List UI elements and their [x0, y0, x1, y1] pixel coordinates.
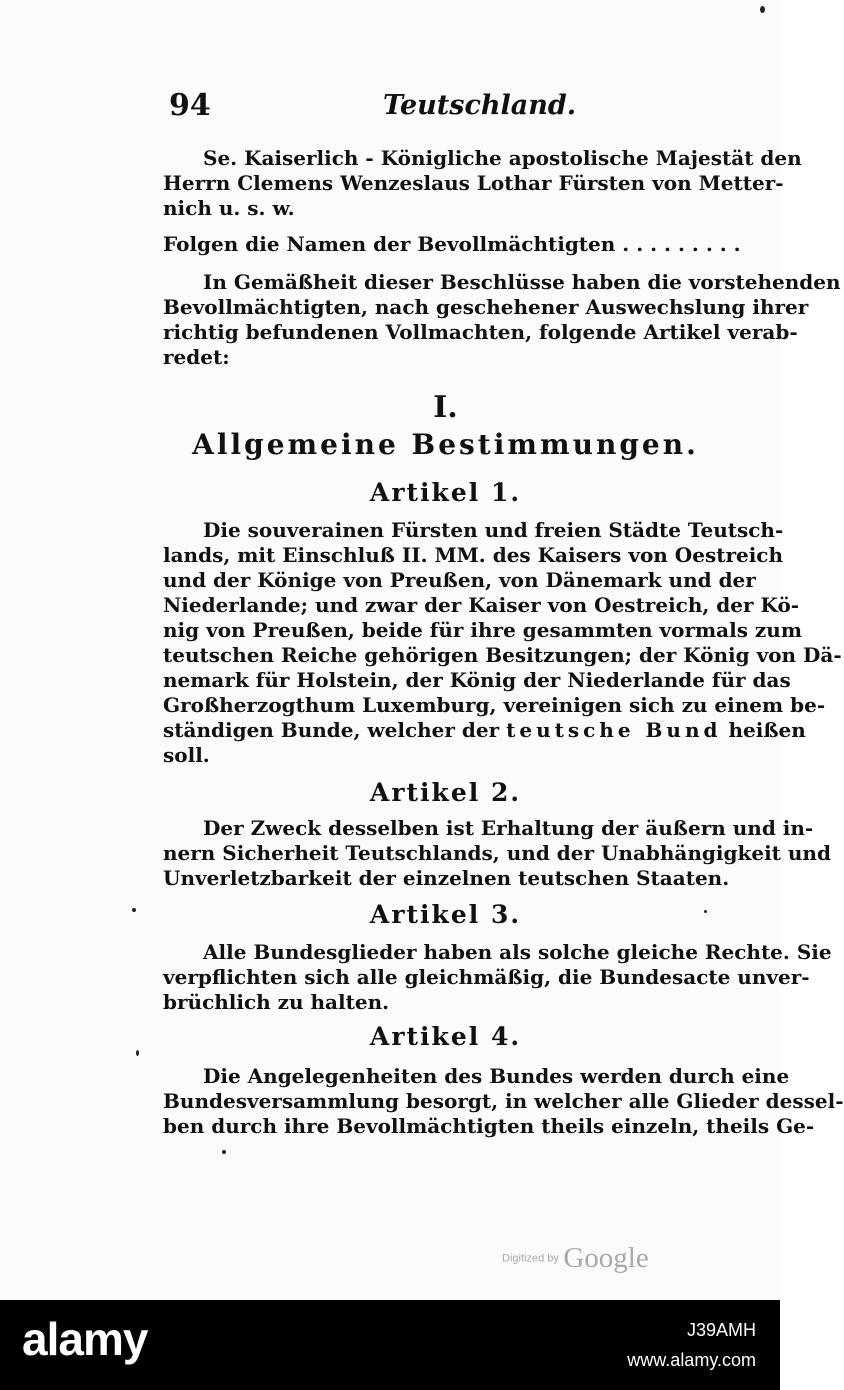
text-line: nich u. s. w.: [163, 196, 295, 220]
text-line: Se. Kaiserlich - Königliche apostolische Majestät den: [203, 146, 802, 170]
scan-speck: [704, 910, 707, 913]
text-line: redet:: [163, 345, 230, 369]
scan-speck: [222, 1150, 226, 1154]
alamy-url: www.alamy.com: [627, 1350, 756, 1370]
article-3-body: [163, 940, 832, 1015]
scan-speck: [760, 6, 765, 13]
digitized-prefix: Digitized by: [502, 1252, 559, 1265]
text-line: teutschen Reiche gehörigen Besitzungen; der König von Dä-: [163, 643, 842, 667]
article-1-heading: Artikel 1.: [369, 478, 522, 507]
alamy-logo: alamy: [22, 1313, 148, 1365]
article-4-body: [163, 1064, 844, 1139]
digitized-by-google-watermark: [502, 1242, 672, 1276]
page-header: [163, 88, 723, 128]
text-line: Alle Bundesglieder haben als solche gleiche Rechte. Sie: [203, 940, 832, 964]
text-line: ben durch ihre Bevollmächtigten theils einzeln, theils Ge-: [163, 1114, 815, 1138]
text-line: lands, mit Einschluß II. MM. des Kaisers von Oestreich: [163, 543, 784, 567]
stock-photo-banner: [0, 1300, 780, 1390]
text-line: und der Könige von Preußen, von Dänemark und der: [163, 568, 756, 592]
text-line: nemark für Holstein, der König der Niederlande für das: [163, 668, 791, 692]
text-line: brüchlich zu halten.: [163, 990, 390, 1014]
google-wordmark: Google: [563, 1242, 649, 1274]
text-line: Folgen die Namen der Bevollmächtigten . . . . . . . . .: [163, 232, 741, 256]
text-line: [163, 718, 806, 743]
text-line: Bundesversammlung besorgt, in welcher alle Glieder dessel-: [163, 1089, 844, 1113]
text-line: nig von Preußen, beide für ihre gesammten vormals zum: [163, 618, 802, 642]
text-span: ständigen Bunde, welcher der: [163, 718, 507, 742]
article-2-body: [163, 816, 831, 891]
article-3-heading: Artikel 3.: [369, 900, 522, 929]
image-code: J39AMH: [686, 1320, 756, 1340]
text-line: Unverletzbarkeit der einzelnen teutschen Staaten.: [163, 866, 730, 890]
text-line: Herrn Clemens Wenzeslaus Lothar Fürsten von Metter-: [163, 171, 784, 195]
preamble-paragraph-3: [163, 270, 841, 370]
text-span: heißen: [721, 718, 806, 742]
preamble-paragraph-2: [163, 232, 741, 257]
page-number: 94: [169, 88, 211, 123]
running-title: Teutschland.: [383, 90, 577, 121]
text-line: Bevollmächtigten, nach geschehener Auswechslung ihrer: [163, 295, 809, 319]
text-line: Niederlande; und zwar der Kaiser von Oestreich, der Kö-: [163, 593, 800, 617]
section-title: Allgemeine Bestimmungen.: [192, 428, 699, 461]
article-2-heading: Artikel 2.: [369, 778, 522, 807]
scan-speck: [132, 908, 136, 912]
text-line: Die Angelegenheiten des Bundes werden durch eine: [203, 1064, 790, 1088]
preamble-paragraph-1: [163, 146, 802, 221]
text-line: richtig befundenen Vollmachten, folgende Artikel verab-: [163, 320, 798, 344]
text-line: In Gemäßheit dieser Beschlüsse haben die vorstehenden: [203, 270, 841, 294]
emphasized-term: teutsche Bund: [506, 718, 722, 742]
scan-speck: [136, 1050, 139, 1056]
article-4-heading: Artikel 4.: [369, 1022, 522, 1051]
text-line: Großherzogthum Luxemburg, vereinigen sich zu einem be-: [163, 693, 826, 717]
text-line: verpflichten sich alle gleichmäßig, die Bundesacte unver-: [163, 965, 810, 989]
text-line: Die souverainen Fürsten und freien Städte Teutsch-: [203, 518, 784, 542]
article-1-body: [163, 518, 842, 768]
text-line: soll.: [163, 743, 210, 767]
text-line: Der Zweck desselben ist Erhaltung der äußern und in-: [203, 816, 814, 840]
text-line: nern Sicherheit Teutschlands, und der Unabhängigkeit und: [163, 841, 831, 865]
section-number: I.: [433, 390, 458, 425]
